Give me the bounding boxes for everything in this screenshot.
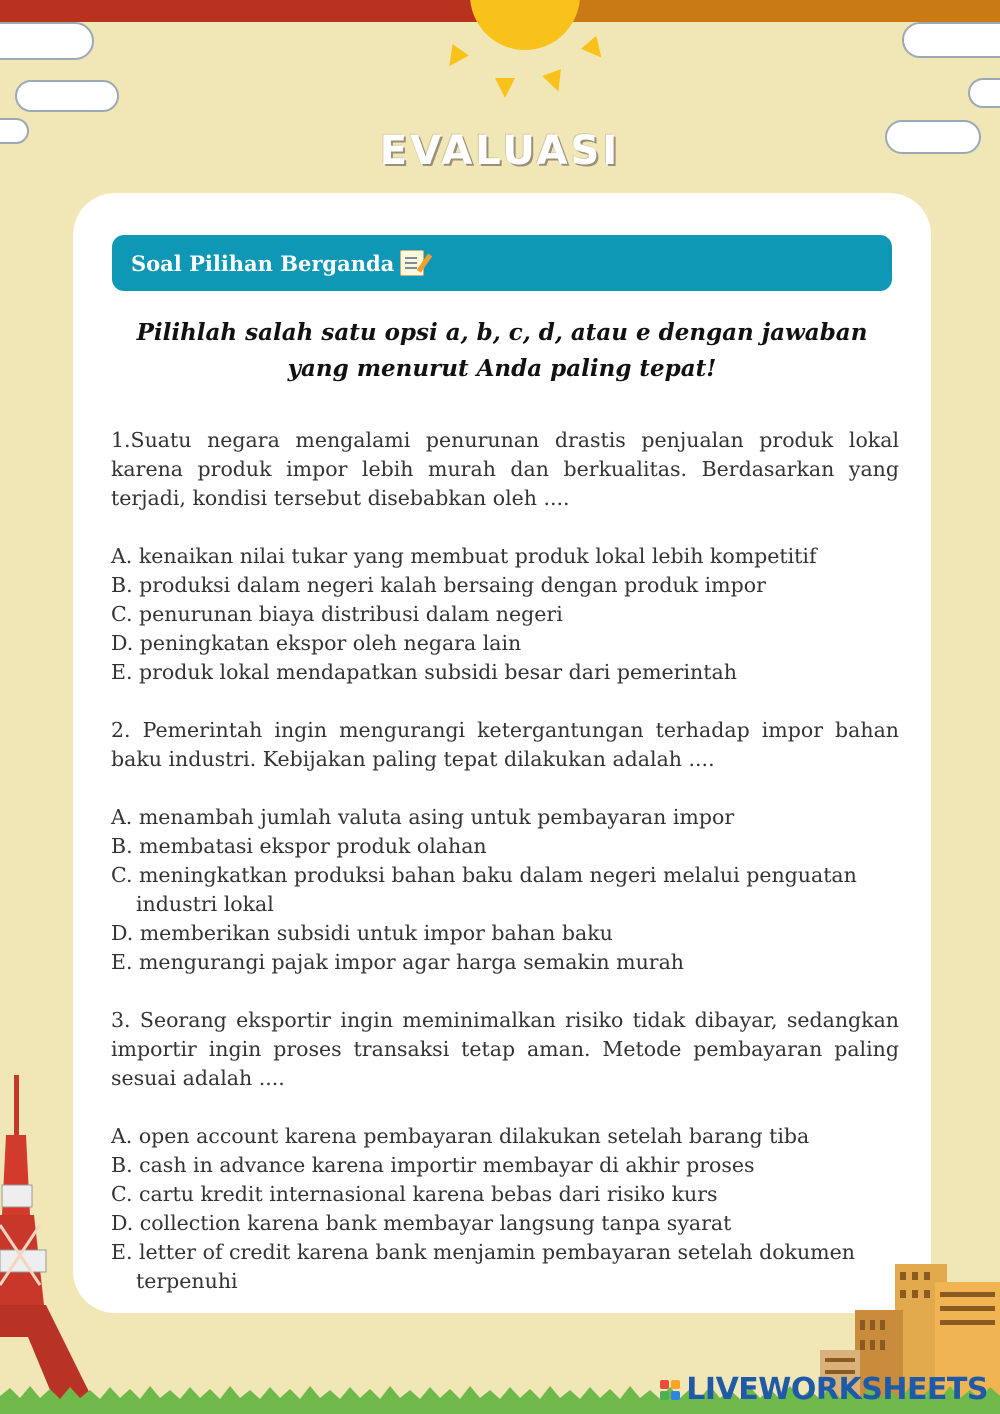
instruction-text: Pilihlah salah satu opsi a, b, c, d, atau e dengan jawaban yang menurut Anda paling tepat! <box>136 319 868 382</box>
liveworksheets-watermark <box>660 1372 988 1407</box>
cloud-icon <box>902 22 1000 58</box>
memo-icon <box>400 250 424 276</box>
option-c[interactable]: C. cartu kredit internasional karena bebas dari risiko kurs <box>111 1182 718 1206</box>
question-1-options <box>111 542 899 687</box>
watermark-text: LIVEWORKSHEETS <box>686 1372 988 1407</box>
option-a[interactable]: A. menambah jumlah valuta asing untuk pembayaran impor <box>111 805 735 829</box>
option-d[interactable]: D. collection karena bank membayar langsung tanpa syarat <box>111 1211 732 1235</box>
option-e[interactable]: E. produk lokal mendapatkan subsidi besar dari pemerintah <box>111 660 737 684</box>
cloud-icon <box>968 78 1000 108</box>
question-3: 3. Seorang eksportir ingin meminimalkan risiko tidak dibayar, sedangkan importir ingin proses transaksi tetap aman. Metode pembayaran paling sesuai adalah .... <box>111 1008 899 1090</box>
option-e[interactable]: E. letter of credit karena bank menjamin pembayaran setelah dokumen terpenuhi <box>111 1240 855 1293</box>
tower-illustration <box>0 1075 110 1414</box>
question-list <box>111 426 899 1325</box>
cloud-icon <box>0 22 94 60</box>
option-d[interactable]: D. memberikan subsidi untuk impor bahan baku <box>111 921 613 945</box>
worksheet-card <box>73 193 931 1313</box>
option-b[interactable]: B. cash in advance karena importir membayar di akhir proses <box>111 1153 755 1177</box>
sun-ray-icon <box>542 69 568 95</box>
sun-icon <box>470 0 580 50</box>
option-d[interactable]: D. peningkatan ekspor oleh negara lain <box>111 631 522 655</box>
liveworksheets-logo-icon <box>660 1380 680 1400</box>
option-b[interactable]: B. produksi dalam negeri kalah bersaing dengan produk impor <box>111 573 766 597</box>
cloud-icon <box>15 80 119 112</box>
top-banner-red <box>0 0 520 22</box>
question-3-options <box>111 1122 899 1296</box>
question-1: 1.Suatu negara mengalami penurunan drastis penjualan produk lokal karena produk impor lebih murah dan berkualitas. Berdasarkan yang terjadi, kondisi tersebut disebabkan oleh .... <box>111 428 899 510</box>
section-header <box>112 235 892 291</box>
question-2-options <box>111 803 899 977</box>
sun-ray-icon <box>495 78 515 98</box>
option-a[interactable]: A. kenaikan nilai tukar yang membuat produk lokal lebih kompetitif <box>111 544 817 568</box>
sun-ray-icon <box>441 44 469 72</box>
page-title: EVALUASI <box>379 128 621 174</box>
option-c[interactable]: C. meningkatkan produksi bahan baku dalam negeri melalui penguatan industri lokal <box>111 863 857 916</box>
section-label: Soal Pilihan Berganda <box>131 250 395 276</box>
option-c[interactable]: C. penurunan biaya distribusi dalam negeri <box>111 602 563 626</box>
option-e[interactable]: E. mengurangi pajak impor agar harga semakin murah <box>111 950 684 974</box>
sun-ray-icon <box>581 36 609 64</box>
option-b[interactable]: B. membatasi ekspor produk olahan <box>111 834 487 858</box>
option-a[interactable]: A. open account karena pembayaran dilakukan setelah barang tiba <box>111 1124 810 1148</box>
question-2: 2. Pemerintah ingin mengurangi ketergantungan terhadap impor bahan baku industri. Kebijakan paling tepat dilakukan adalah .... <box>111 718 899 771</box>
